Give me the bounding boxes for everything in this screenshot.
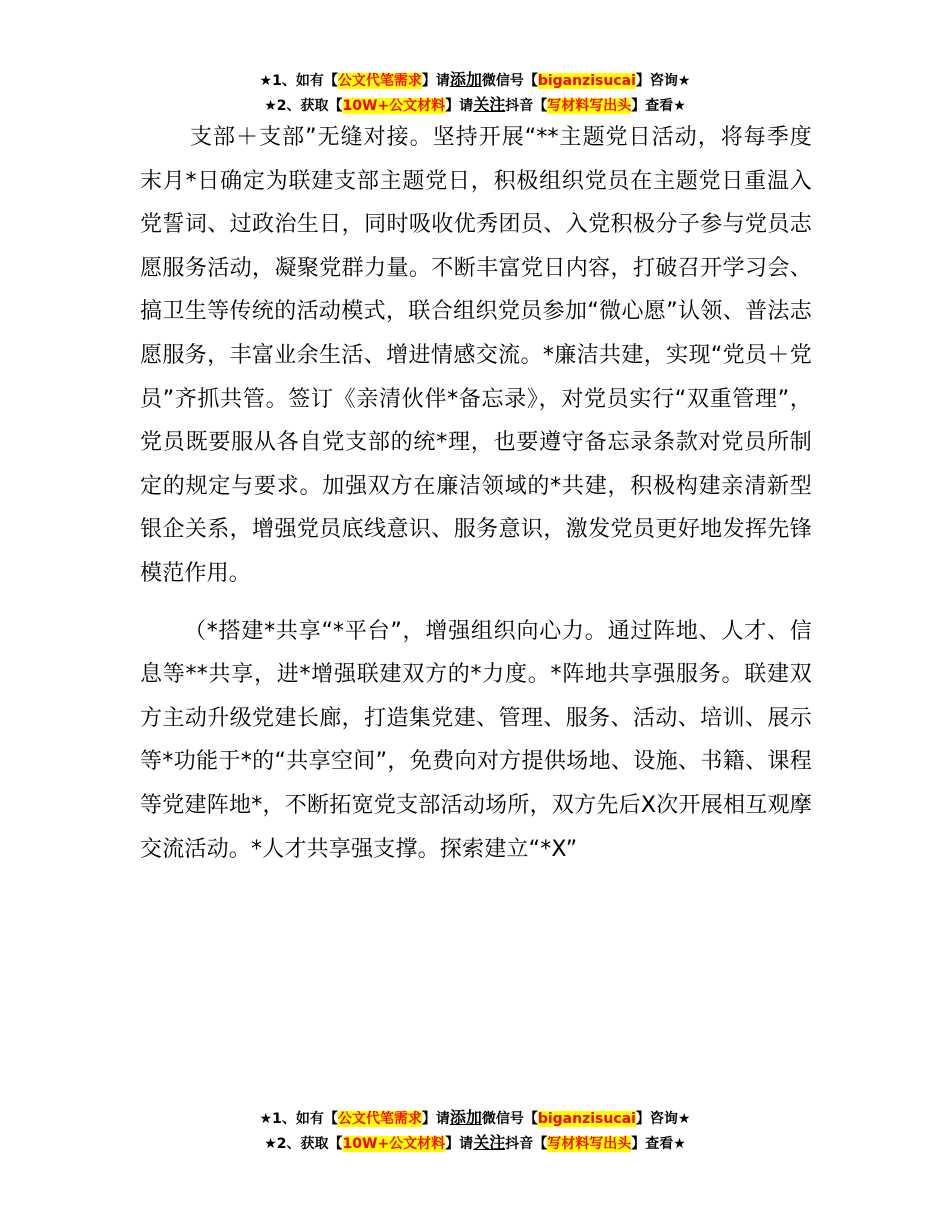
highlight-materials: 10W+公文材料 — [342, 98, 446, 114]
banner-text: 】查看★ — [631, 1136, 686, 1152]
underlined-text: 添加 — [449, 70, 482, 89]
banner-text: 微信号【 — [481, 1111, 538, 1127]
paragraph-1: 支部＋支部”无缝对接。坚持开展“**主题党日活动，将每季度末月*日确定为联建支部主题党日，积极组织党员在主题党日重温入党誓词、过政治生日，同时吸收优秀团员、入党积极分子参与党员志愿服务活动，凝聚党群力量。不断丰富党日内容，打破召开学习会、搞卫生等传统的活动模式，联合组织党员参加“微心愿”认领、普法志愿服务，丰富业余生活、增进情感交流。*廉洁共建，实现“党员＋党员”齐抓共管。签订《亲清伙伴*备忘录》，对党员实行“双重管理”，党员既要服从各自党支部的统*理，也要遵守备忘录条款对党员所制定的规定与要求。加强双方在廉洁领域的*共建，积极构建亲清新型银企关系，增强党员底线意识、服务意识，激发党员更好地发挥先锋模范作用。 — [140, 125, 812, 586]
header-line-2 — [0, 93, 950, 118]
paragraph-2: （*搭建*共享“*平台”，增强组织向心力。通过阵地、人才、信息等**共享，进*增强联建双方的*力度。*阵地共享强服务。联建双方主动升级党建长廊，打造集党建、管理、服务、活动、培训、展示等*功能于*的“共享空间”，免费向对方提供场地、设施、书籍、课程等党建阵地*，不断拓宽党支部活动场所，双方先后X次开展相互观摩交流活动。*人才共享强支撑。探索建立“*X” — [140, 618, 812, 862]
banner-text: 】请 — [421, 73, 450, 89]
banner-text: 】请 — [421, 1111, 450, 1127]
highlight-service: 公文代笔需求 — [337, 73, 422, 89]
banner-text: 】咨询★ — [635, 73, 691, 89]
banner-text: 】请 — [445, 98, 474, 114]
highlight-materials: 10W+公文材料 — [342, 1136, 446, 1152]
banner-text: 抖音【 — [505, 98, 548, 114]
banner-text: ★2、获取【 — [264, 1136, 343, 1152]
footer-line-2 — [0, 1131, 950, 1156]
footer-banner — [0, 1106, 950, 1156]
header-line-1 — [0, 68, 950, 93]
banner-text: 】查看★ — [631, 98, 686, 114]
banner-text: 微信号【 — [481, 73, 538, 89]
underlined-text: 添加 — [449, 1108, 482, 1127]
underlined-text: 关注 — [473, 1133, 506, 1152]
highlight-wechat-id: biganzisucai — [537, 1111, 636, 1127]
underlined-text: 关注 — [473, 95, 506, 114]
document-body — [140, 116, 812, 871]
highlight-douyin-account: 写材料写出头 — [547, 98, 632, 114]
banner-text: 】咨询★ — [635, 1111, 691, 1127]
footer-line-1 — [0, 1106, 950, 1131]
highlight-service: 公文代笔需求 — [337, 1111, 422, 1127]
highlight-wechat-id: biganzisucai — [537, 73, 636, 89]
banner-text: ★2、获取【 — [264, 98, 343, 114]
header-banner — [0, 68, 950, 118]
banner-text: 抖音【 — [505, 1136, 548, 1152]
banner-text: ★1、如有【 — [259, 73, 338, 89]
highlight-douyin-account: 写材料写出头 — [547, 1136, 632, 1152]
banner-text: ★1、如有【 — [259, 1111, 338, 1127]
banner-text: 】请 — [445, 1136, 474, 1152]
